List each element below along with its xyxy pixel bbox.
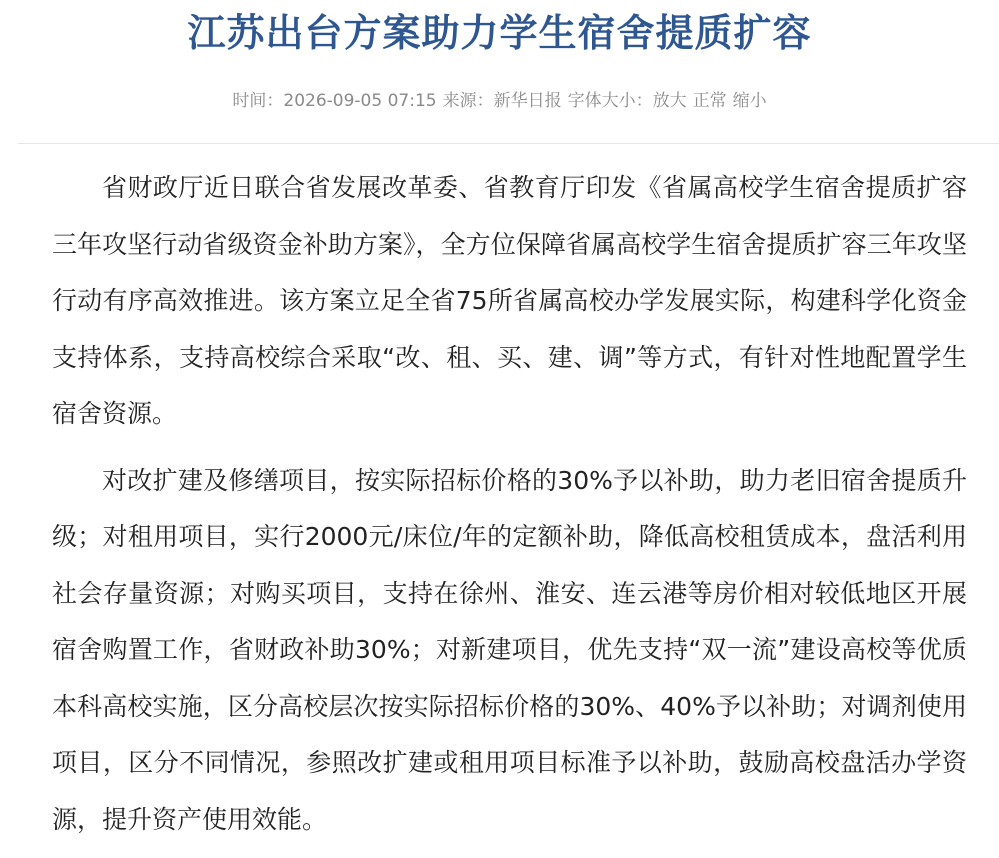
divider: [18, 143, 999, 144]
paragraph: 省财政厅近日联合省发展改革委、省教育厅印发《省属高校学生宿舍提质扩容三年攻坚行动省级资金补助方案》，全方位保障省属高校学生宿舍提质扩容三年攻坚行动有序高效推进。该方案立足全省75所省属高校办学发展实际，构建科学化资金支持体系，支持高校综合采取“改、租、买、建、调”等方式，有针对性地配置学生宿舍资源。: [52, 173, 967, 428]
article-title: 江苏出台方案助力学生宿舍提质扩容: [187, 11, 812, 55]
article-meta: [0, 86, 999, 116]
font-small-button[interactable]: 缩小: [732, 91, 767, 111]
font-large-button[interactable]: 放大: [652, 91, 687, 111]
source-label: 来源：: [442, 91, 494, 111]
font-size-label: 字体大小：: [567, 91, 653, 111]
time-label: 时间：: [232, 91, 284, 111]
time-value: 2026-09-05 07:15: [283, 91, 437, 111]
article-body: [52, 160, 967, 858]
source-value: 新华日报: [493, 91, 562, 111]
font-normal-button[interactable]: 正常: [692, 91, 727, 111]
paragraph: 对改扩建及修缮项目，按实际招标价格的30%予以补助，助力老旧宿舍提质升级；对租用项目，实行2000元/床位/年的定额补助，降低高校租赁成本，盘活利用社会存量资源；对购买项目，支持在徐州、淮安、连云港等房价相对较低地区开展宿舍购置工作，省财政补助30%；对新建项目，优先支持“双一流”建设高校等优质本科高校实施，区分高校层次按实际招标价格的30%、40%予以补助；对调剂使用项目，区分不同情况，参照改扩建或租用项目标准予以补助，鼓励高校盘活办学资源，提升资产使用效能。: [52, 465, 967, 834]
